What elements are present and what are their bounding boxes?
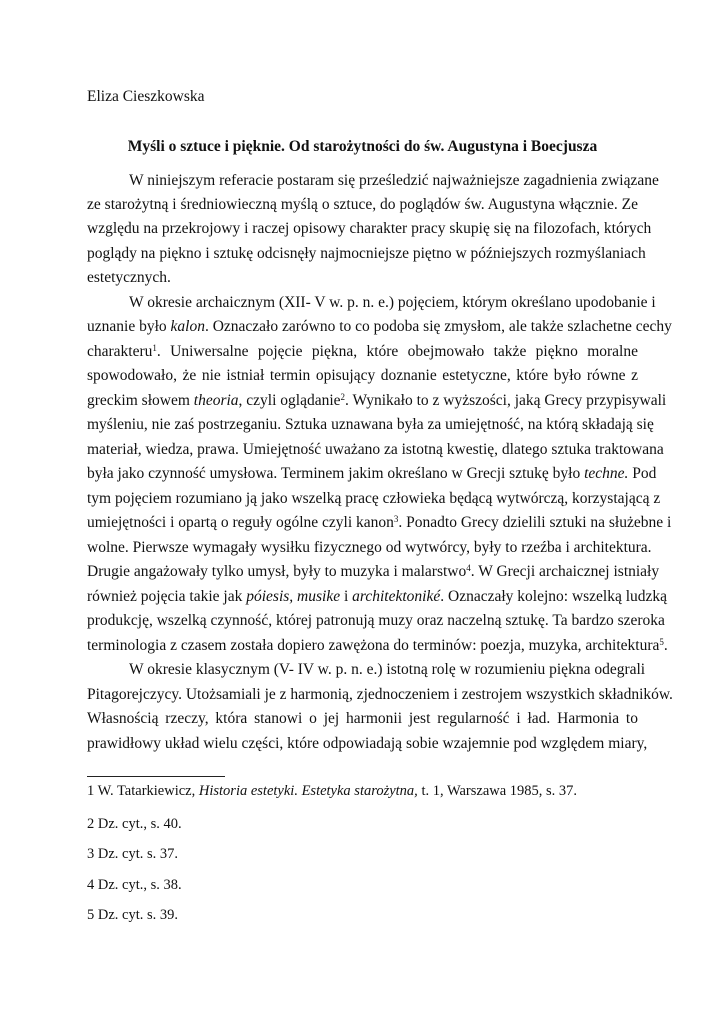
author-name: Eliza Cieszkowska bbox=[87, 88, 205, 105]
text-line: tym pojęciem rozumiano ją jako wszelką pracę człowieka będącą wytwórczą, korzystającą z bbox=[87, 490, 661, 507]
text-line: Pitagorejczycy. Utożsamiali je z harmonią, zjednoczeniem i zestrojem wszystkich składników. bbox=[87, 686, 673, 703]
footnote-5: 5 Dz. cyt. s. 39. bbox=[87, 907, 179, 923]
term-techne: techne. bbox=[584, 465, 629, 482]
text-line: była jako czynność umysłowa. Terminem jakim określano w Grecji sztukę było techne. Pod bbox=[87, 465, 657, 482]
text-line: W okresie klasycznym (V- IV w. p. n. e.) istotną rolę w rozumieniu piękna odegrali bbox=[129, 661, 646, 678]
text-line: terminologia z czasem została dopiero zawężona do terminów: poezja, muzyka, architektura$^5$. bbox=[87, 637, 668, 654]
footnote-ref: 4 bbox=[466, 563, 471, 573]
text-line: charakteru$^1$. Uniwersalne pojęcie piękna, które obejmowało także piękno moralne bbox=[87, 343, 638, 360]
text-line: W niniejszym referacie postaram się prześledzić najważniejsze zagadnienia związane bbox=[129, 172, 659, 189]
footnote-2: 2 Dz. cyt., s. 40. bbox=[87, 816, 182, 832]
footnote-ref: 2 bbox=[340, 392, 346, 402]
text-line: uznanie było kalon. Oznaczało zarówno to co podoba się zmysłom, ale także szlachetne cechy bbox=[87, 318, 672, 335]
text-line: materiał, wiedza, prawa. Umiejętność uważano za istotną kwestię, dlatego sztuka traktowana bbox=[87, 441, 664, 458]
text-line: prawidłowy układ wielu części, które odpowiadają sobie wzajemnie pod względem miary, bbox=[87, 735, 648, 752]
text-line: spowodowało, że nie istniał termin opisujący doznanie estetyczne, które było równe z bbox=[87, 367, 638, 384]
text-line: myśleniu, nie zaś postrzeganiu. Sztuka uznawana była za umiejętność, na którą składają się bbox=[87, 416, 654, 433]
footnote-1: 1 W. Tatarkiewicz, Historia estetyki. Estetyka starożytna, t. 1, Warszawa 1985, s. 37. bbox=[87, 783, 578, 799]
text-line: Drugie angażowały tylko umysł, były to muzyka i malarstwo$^4$. W Grecji archaicznej istniały bbox=[87, 563, 660, 580]
text-line: ze starożytną i średniowieczną myślą o sztuce, do poglądów św. Augustyna włącznie. Ze bbox=[87, 196, 638, 213]
text-line: produkcję, wszelką czynność, której patronują muzy oraz naczelną sztukę. Ta bardzo szeroka bbox=[87, 612, 665, 629]
text-line: estetycznych. bbox=[87, 269, 171, 286]
text-line: W okresie archaicznym (XII- V w. p. n. e.) pojęciem, którym określano upodobanie i bbox=[129, 294, 656, 311]
text-line: umiejętności i opartą o reguły ogólne czyli kanon$^3$. Ponadto Grecy dzielili sztuki na służebne i bbox=[87, 514, 672, 531]
text-line: względu na przekrojowy i raczej opisowy charakter pracy skupię się na filozofach, których bbox=[87, 220, 652, 237]
footnote-separator bbox=[87, 776, 225, 777]
text-line: również pojęcia takie jak póiesis, musike i architektoniké. Oznaczały kolejno: wszelką ludzką bbox=[87, 588, 668, 605]
term-architektonike: architektoniké bbox=[352, 588, 441, 605]
footnote-4: 4 Dz. cyt., s. 38. bbox=[87, 877, 182, 893]
text-line: poglądy na piękno i sztukę odcisnęły najmocniejsze piętno w późniejszych rozmyślaniach bbox=[87, 245, 646, 262]
text-line: wolne. Pierwsze wymagały wysiłku fizycznego od wytwórcy, były to rzeźba i architektura. bbox=[87, 539, 652, 556]
footnote-ref: 5 bbox=[659, 637, 664, 647]
document-title: Myśli o sztuce i pięknie. Od starożytności do św. Augustyna i Boecjusza bbox=[127, 138, 598, 155]
text-line: greckim słowem theoria, czyli oglądanie$^2$. Wynikało to z wyższości, jaką Grecy przypisywali bbox=[87, 392, 667, 409]
footnote-ref: 3 bbox=[393, 514, 399, 524]
term-poiesis-musike: póiesis, musike bbox=[246, 588, 341, 605]
term-kalon: kalon bbox=[170, 318, 205, 335]
text-line: Własnością rzeczy, która stanowi o jej harmonii jest regularność i ład. Harmonia to bbox=[87, 710, 638, 727]
term-theoria: theoria bbox=[193, 392, 239, 409]
footnote-ref: 1 bbox=[152, 343, 157, 353]
footnote-3: 3 Dz. cyt. s. 37. bbox=[87, 846, 179, 862]
